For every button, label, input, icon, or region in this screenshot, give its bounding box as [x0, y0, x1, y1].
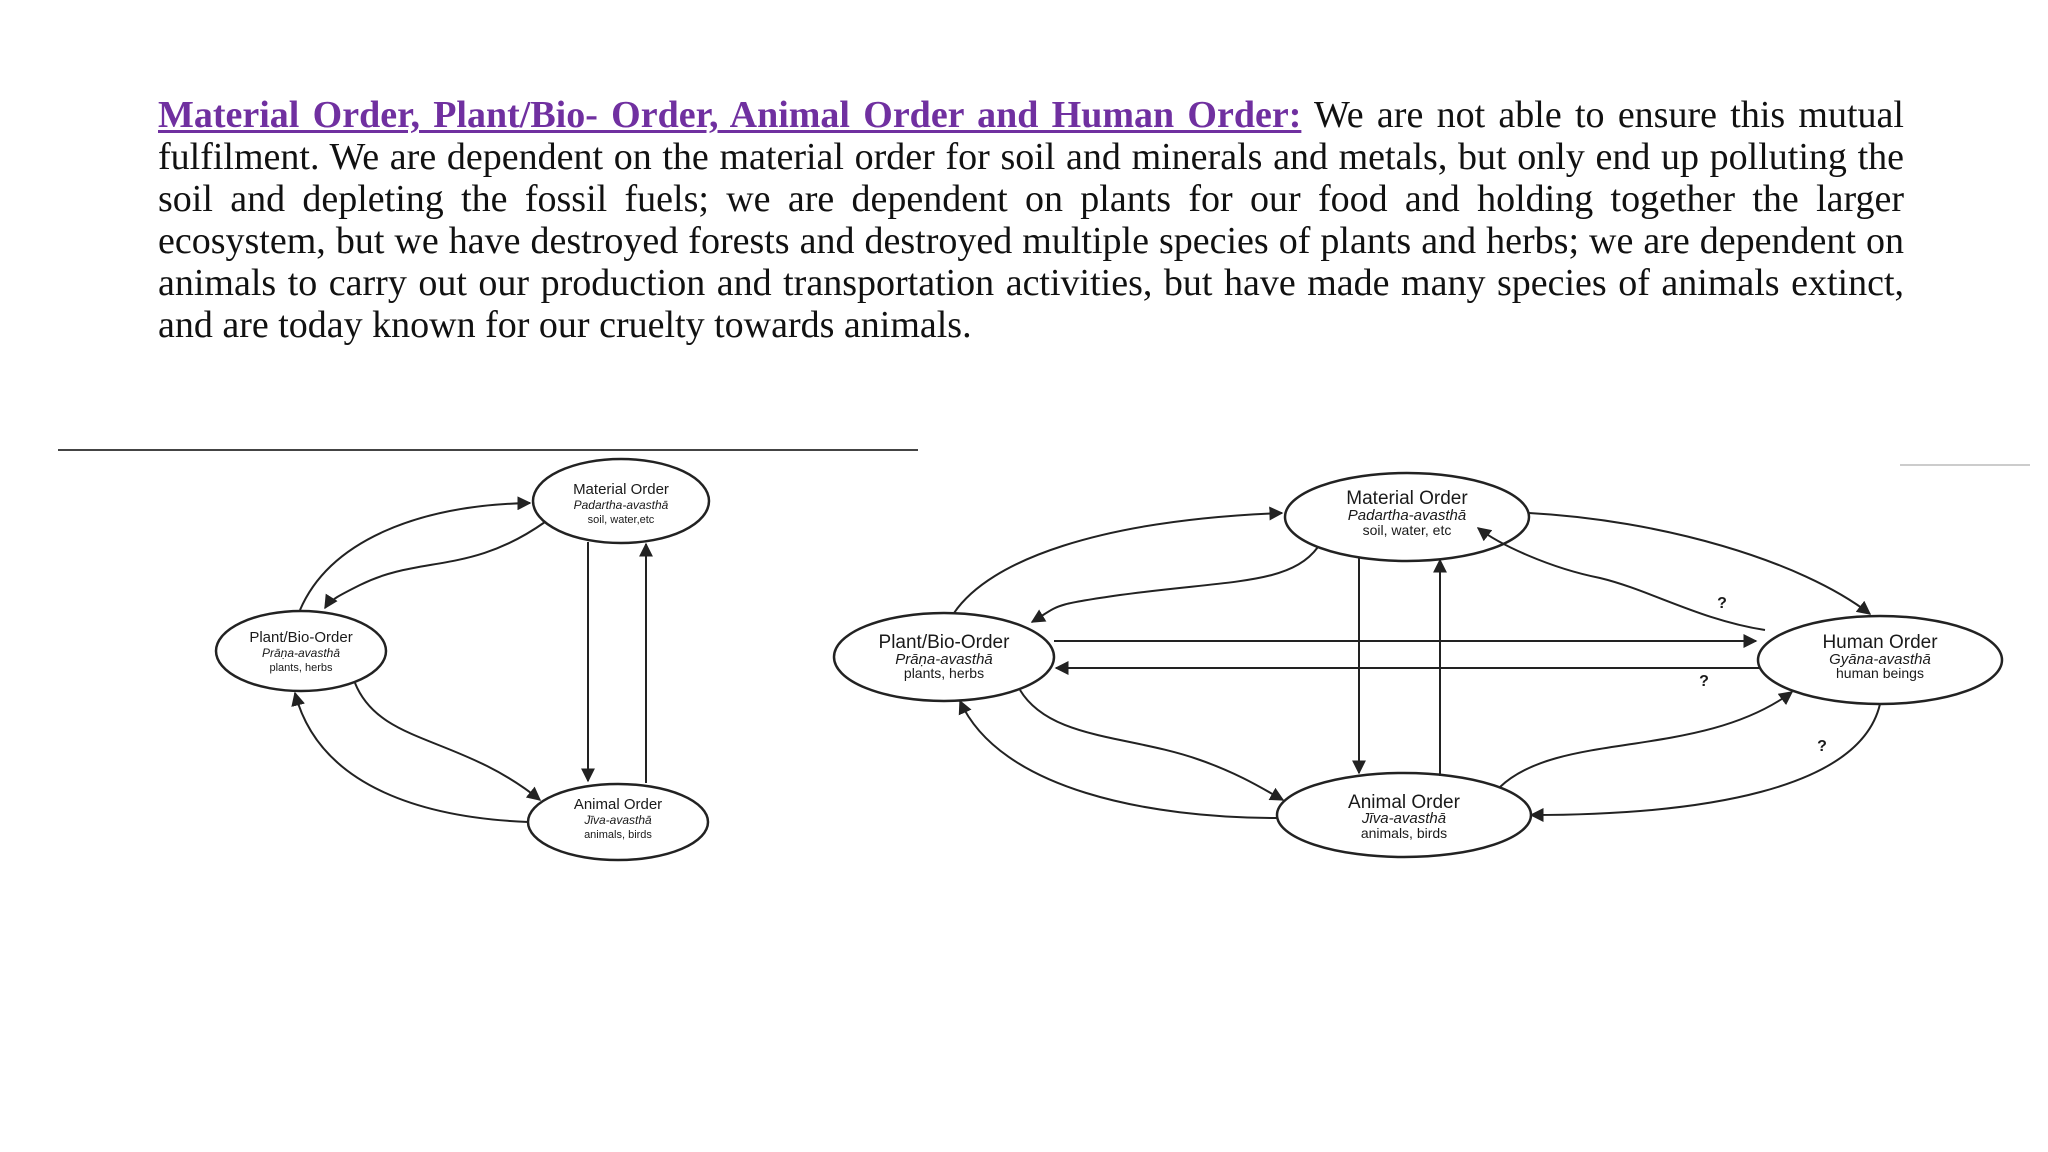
arrow-human-to-animal — [1531, 704, 1880, 815]
material-desc: soil, water, etc — [1362, 522, 1452, 538]
arrow-animal-to-plant — [960, 701, 1277, 818]
arrow-plant-to-animal — [355, 683, 540, 800]
human-title: Human Order — [1822, 632, 1938, 653]
arrow-material-to-plant — [325, 522, 545, 608]
arrow-animal-to-plant — [295, 693, 528, 822]
human-sanskrit: Gyāna-avasthā — [1829, 651, 1931, 668]
animal-sanskrit: Jīva-avasthā — [1361, 810, 1447, 827]
animal-desc: animals, birds — [1360, 825, 1448, 841]
question-mark: ? — [1699, 673, 1709, 690]
arrow-material-to-plant — [1032, 547, 1318, 622]
plant-sanskrit: Prāṇa-avasthā — [261, 646, 341, 660]
paragraph-body: We are not able to ensure this mutual fulfilment. We are dependent on the material order for soil and minerals and metals, but only end up polluting the soil and depleting the fossil fuels; we are dependent on plants for our food and holding together the larger ecosystem, but we have destroyed forests and destroyed multiple species of plants and herbs; we are dependent on animals to carry out our production and transportation activities, but have made many species of animals extinct, and are today known for our cruelty towards animals. — [158, 94, 1904, 346]
plant-desc: plants, herbs — [269, 662, 333, 674]
human-desc: human beings — [1836, 665, 1924, 681]
diagram-left — [58, 450, 918, 860]
arrow-animal-to-human — [1500, 692, 1792, 787]
question-mark: ? — [1817, 738, 1827, 755]
animal-sanskrit: Jīva-avasthā — [584, 813, 652, 827]
animal-desc: animals, birds — [584, 829, 652, 841]
plant-desc: plants, herbs — [903, 665, 985, 681]
plant-title: Plant/Bio-Order — [249, 629, 353, 646]
plant-title: Plant/Bio-Order — [878, 632, 1010, 653]
arrow-plant-to-material — [300, 503, 530, 610]
animal-title: Animal Order — [573, 796, 663, 813]
material-title: Material Order — [573, 481, 669, 498]
plant-sanskrit: Prāṇa-avasthā — [895, 651, 993, 668]
animal-title: Animal Order — [1348, 792, 1460, 813]
material-sanskrit: Padartha-avasthā — [573, 498, 669, 512]
arrow-human-to-material — [1478, 528, 1765, 630]
diagram-right — [834, 465, 2030, 857]
arrow-plant-to-material — [954, 513, 1282, 613]
arrow-material-to-human — [1529, 513, 1870, 614]
material-desc: soil, water,etc — [587, 514, 655, 526]
material-title: Material Order — [1346, 488, 1468, 509]
section-heading: Material Order, Plant/Bio- Order, Animal Order and Human Order: — [158, 94, 1302, 136]
material-sanskrit: Padartha-avasthā — [1347, 507, 1467, 524]
question-mark: ? — [1717, 595, 1727, 612]
